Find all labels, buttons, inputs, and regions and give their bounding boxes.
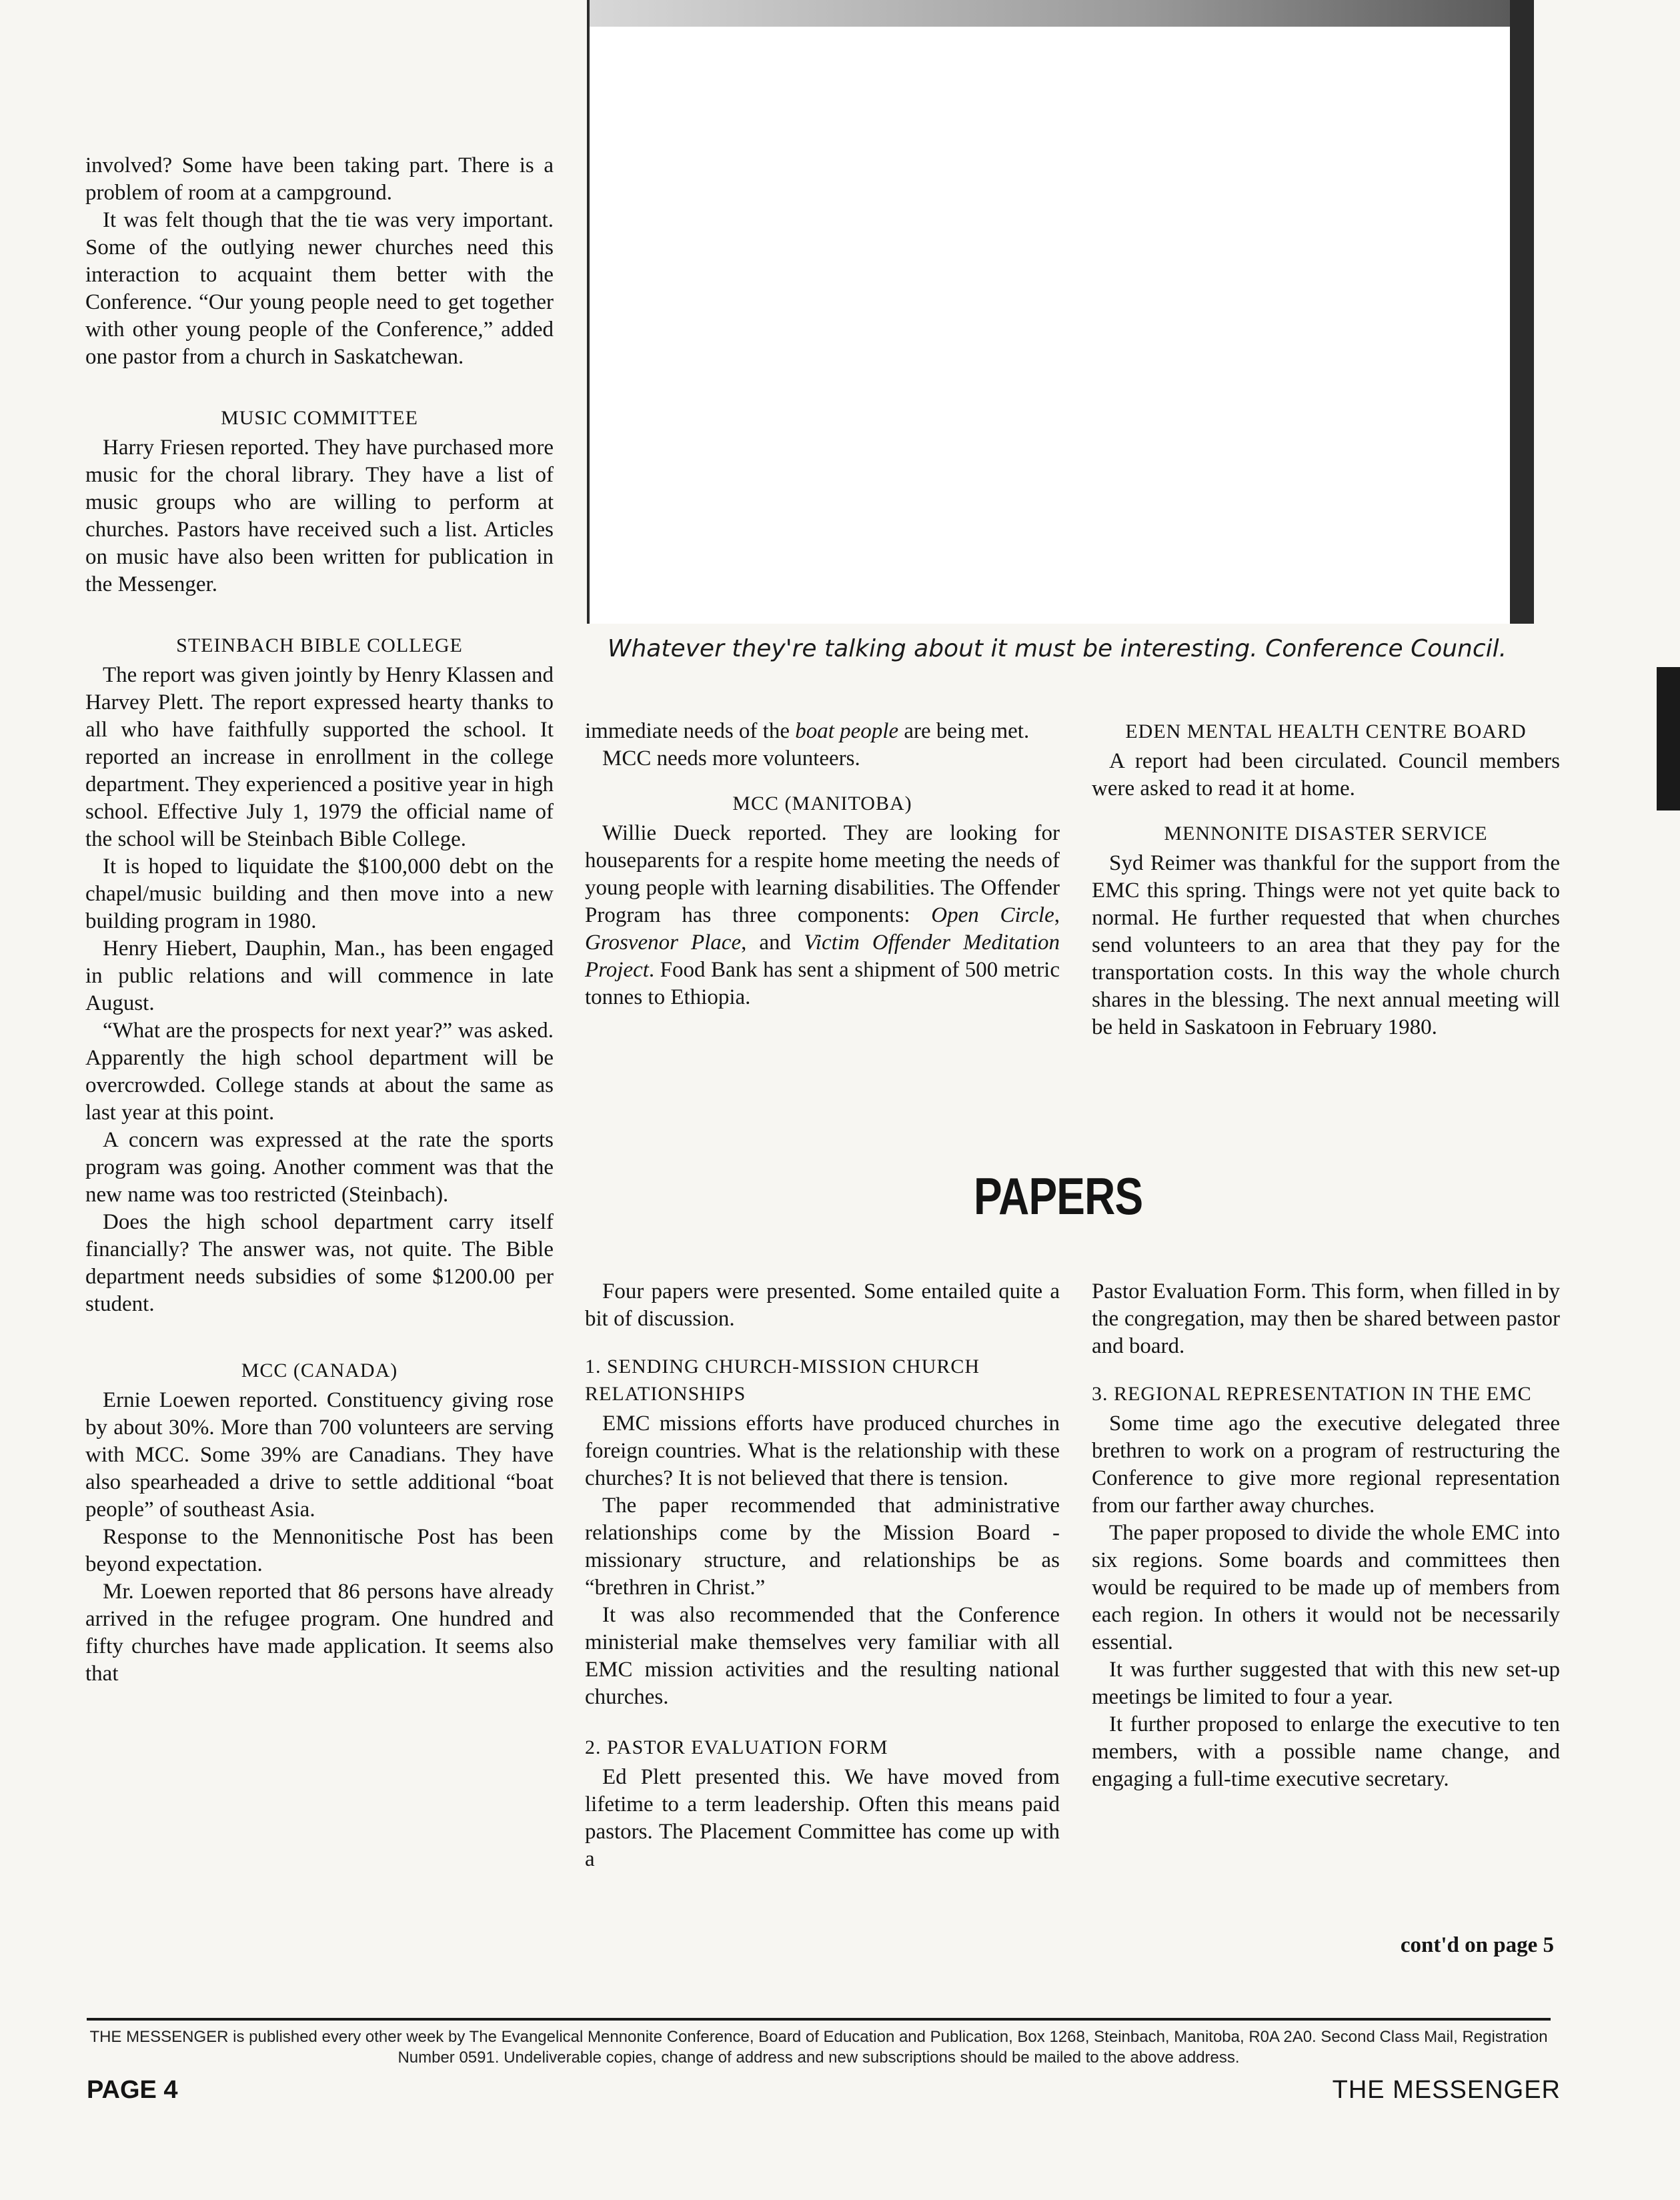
section-heading: MCC (MANITOBA) (732, 792, 912, 814)
paragraph: Response to the Mennonitische Post has been beyond expectation. (85, 1525, 554, 1576)
section-heading: MENNONITE DISASTER SERVICE (1164, 822, 1488, 845)
paragraph: EMC missions efforts have produced churches in foreign countries. What is the relationship with these churches? It is not believed that there is tension. (585, 1412, 1060, 1490)
continued-notice: cont'd on page 5 (1400, 1933, 1554, 1957)
paragraph: Pastor Evaluation Form. This form, when filled in by the congregation, may then be shared between pastor and board. (1092, 1279, 1560, 1358)
column-1 (85, 152, 554, 1688)
column-2 (585, 718, 1060, 1011)
paragraph: Harry Friesen reported. They have purchased more music for the choral library. They have a list of music groups who are willing to perform at churches. Pastors have received such a list. Articles on music have also been written for publication in the Messenger. (85, 436, 554, 596)
publication-notice: THE MESSENGER is published every other week by The Evangelical Mennonite Conference, Board of Education and Publication, Box 1268, Steinbach, Manitoba, R0A 2A0. Second Class Mail, Registration Number 0591. Undeliverable copies, change of address and new subscriptions should be mailed to the above address. (89, 2028, 1548, 2067)
paragraph: Willie Dueck reported. They are looking for houseparents for a respite home meeting the needs of young people with learning disabilities. The Offender Program has three components: Open Circle, Grosvenor Place, and Victim Offender Meditation Project. Food Bank has sent a shipment of 500 metric tonnes to Ethiopia. (585, 821, 1060, 1009)
edge-mark (1657, 667, 1680, 810)
photo-top-strip (590, 0, 1510, 27)
intro-paragraph: involved? Some have been taking part. There is a problem of room at a campground. (85, 153, 554, 205)
papers-heading: PAPERS (974, 1167, 1143, 1225)
section-heading: 1. SENDING CHURCH-MISSION CHURCH RELATIONSHIPS (585, 1355, 980, 1405)
photo-caption: Whatever they're talking about it must be interesting. Conference Council. (607, 635, 1507, 662)
magazine-name: THE MESSENGER (1332, 2076, 1561, 2104)
column-3 (1092, 718, 1560, 1041)
paragraph: The paper proposed to divide the whole EMC into six regions. Some boards and committees then would be required to be made up of members from each region. In others it would not be necessarily essential. (1092, 1521, 1560, 1654)
paragraph: Ed Plett presented this. We have moved from lifetime to a term leadership. Often this means paid pastors. The Placement Committee has come up with a (585, 1765, 1060, 1871)
page-number: PAGE 4 (87, 2076, 178, 2104)
paragraph: The report was given jointly by Henry Klassen and Harvey Plett. The report expressed hearty thanks to all who have faithfully supported the school. It reported an increase in enrollment in the college department. They experienced a positive year in high school. Effective July 1, 1979 the official name of the school will be Steinbach Bible College. (85, 663, 554, 851)
intro-paragraph: It was felt though that the tie was very important. Some of the outlying newer churches need this interaction to acquaint them better with the Conference. “Our young people need to get together with other young people of the Conference,” added one pastor from a church in Saskatchewan. (85, 208, 554, 369)
section-heading: MCC (CANADA) (241, 1359, 398, 1382)
section-heading: 3. REGIONAL REPRESENTATION IN THE EMC (1092, 1383, 1532, 1405)
paragraph: “What are the prospects for next year?” was asked. Apparently the high school department will be overcrowded. College stands at about the same as last year at this point. (85, 1019, 554, 1125)
paragraph: Four papers were presented. Some entailed quite a bit of discussion. (585, 1279, 1060, 1331)
paragraph: It further proposed to enlarge the executive to ten members, with a possible name change, and engaging a full-time executive secretary. (1092, 1712, 1560, 1791)
section-heading: STEINBACH BIBLE COLLEGE (176, 634, 463, 656)
papers-column-right (1092, 1278, 1560, 1793)
photo-panel (590, 27, 1510, 624)
footer-divider (87, 2018, 1551, 2021)
paragraph: It was further suggested that with this new set-up meetings be limited to four a year. (1092, 1658, 1560, 1709)
paragraph: Ernie Loewen reported. Constituency giving rose by about 30%. More than 700 volunteers are serving with MCC. Some 39% are Canadians. They have also spearheaded a drive to settle additional “boat people” of southeast Asia. (85, 1388, 554, 1522)
paragraph: A report had been circulated. Council members were asked to read it at home. (1092, 749, 1560, 800)
paragraph: Mr. Loewen reported that 86 persons have already arrived in the refugee program. One hundred and fifty churches have made application. It seems also that (85, 1580, 554, 1686)
paragraph: Some time ago the executive delegated three brethren to work on a program of restructuring the Conference to give more regional representation from our farther away churches. (1092, 1412, 1560, 1518)
paragraph: Syd Reimer was thankful for the support from the EMC this spring. Things were not yet quite back to normal. He further requested that when churches send volunteers to an area that they pay for the transportation costs. In this way the whole church shares in the blessing. The next annual meeting will be held in Saskatoon in February 1980. (1092, 851, 1560, 1039)
paragraph: Henry Hiebert, Dauphin, Man., has been engaged in public relations and will commence in late August. (85, 937, 554, 1015)
section-heading: EDEN MENTAL HEALTH CENTRE BOARD (1125, 720, 1527, 742)
paragraph: The paper recommended that administrative relationships come by the Mission Board - missionary structure, and relationships be as “brethren in Christ.” (585, 1494, 1060, 1600)
papers-column-left (585, 1278, 1060, 1873)
paragraph: MCC needs more volunteers. (602, 746, 860, 770)
paragraph: immediate needs of the boat people are being met. (585, 719, 1030, 743)
paragraph: Does the high school department carry itself financially? The answer was, not quite. The Bible department needs subsidies of some $1200.00 per student. (85, 1210, 554, 1316)
paragraph: It is hoped to liquidate the $100,000 debt on the chapel/music building and then move into a new building program in 1980. (85, 855, 554, 933)
section-heading: 2. PASTOR EVALUATION FORM (585, 1736, 888, 1758)
paragraph: A concern was expressed at the rate the sports program was going. Another comment was that the new name was too restricted (Steinbach). (85, 1128, 554, 1207)
section-heading: MUSIC COMMITTEE (221, 407, 418, 429)
paragraph: It was also recommended that the Conference ministerial make themselves very familiar with all EMC mission activities and the resulting national churches. (585, 1603, 1060, 1709)
